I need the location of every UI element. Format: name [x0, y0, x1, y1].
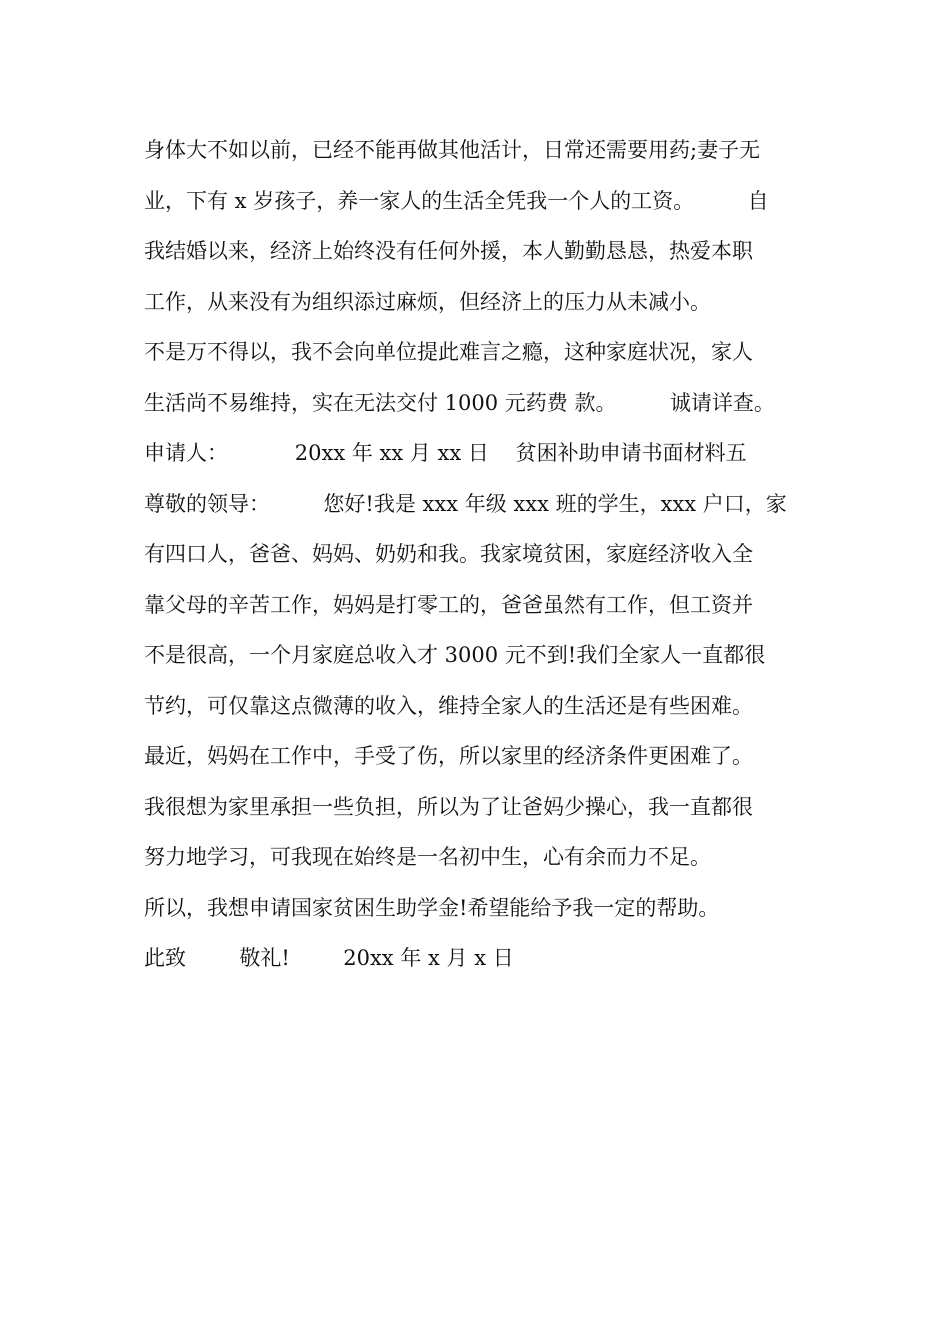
text-line: 我很想为家里承担一些负担，所以为了让爸妈少操心，我一直都很	[144, 794, 753, 819]
text-line: 最近，妈妈在工作中，手受了伤，所以家里的经济条件更困难了。	[144, 744, 753, 768]
text-line: 所以，我想申请国家贫困生助学金!希望能给予我一定的帮助。	[144, 895, 720, 920]
text-line: 不是万不得以，我不会向单位提此难言之瘾，这种家庭状况，家人	[144, 340, 753, 364]
document-body	[144, 125, 812, 984]
text-line: 节约，可仅靠这点微薄的收入，维持全家人的生活还是有些困难。	[144, 693, 753, 718]
text-line: 靠父母的辛苦工作，妈妈是打零工的，爸爸虽然有工作，但工资并	[144, 592, 753, 617]
text-line: 申请人： 20xx 年 xx 月 xx 日 贫困补助申请书面材料五	[144, 441, 747, 465]
text-line: 身体大不如以前，已经不能再做其他活计，日常还需要用药;妻子无	[144, 138, 761, 162]
text-line: 此致 敬礼! 20xx 年 x 月 x 日	[144, 946, 514, 970]
text-line: 努力地学习，可我现在始终是一名初中生，心有余而力不足。	[144, 845, 711, 869]
text-line: 工作，从来没有为组织添过麻烦，但经济上的压力从未减小。	[144, 289, 711, 314]
text-line: 我结婚以来，经济上始终没有任何外援，本人勤勤恳恳，热爱本职	[144, 239, 753, 263]
text-line: 尊敬的领导： 您好!我是 xxx 年级 xxx 班的学生，xxx 户口，家	[144, 491, 787, 516]
text-line: 生活尚不易维持，实在无法交付 1000 元药费 款。 诚请详查。	[144, 390, 775, 415]
text-line: 有四口人，爸爸、妈妈、奶奶和我。我家境贫困，家庭经济收入全	[144, 542, 753, 566]
text-line: 业，下有 x 岁孩子，养一家人的生活全凭我一个人的工资。 自	[144, 188, 769, 213]
text-line: 不是很高，一个月家庭总收入才 3000 元不到!我们全家人一直都很	[144, 643, 766, 667]
